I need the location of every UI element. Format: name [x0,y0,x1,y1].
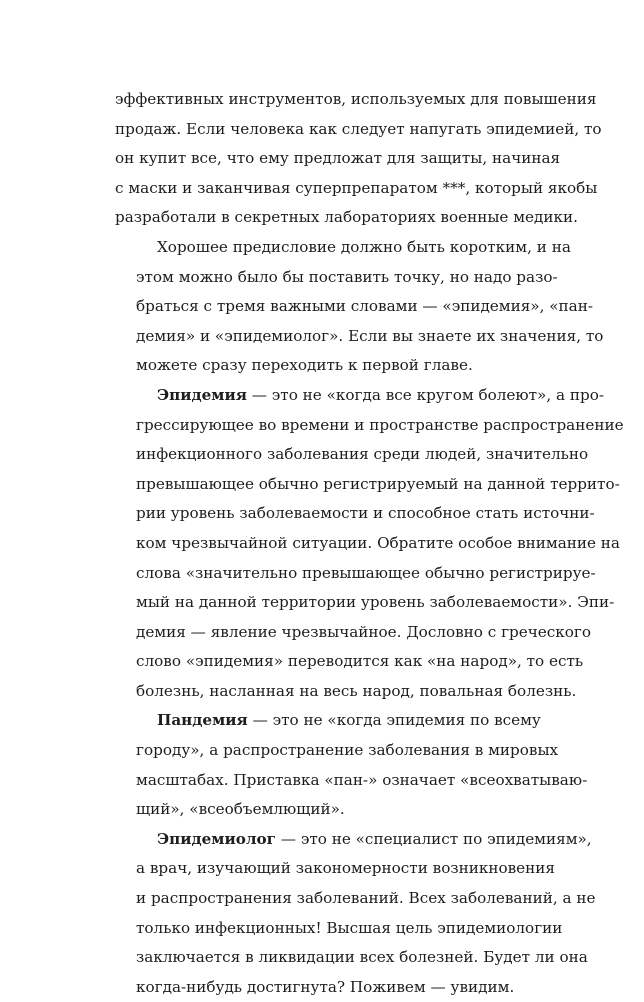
text-line [115,144,561,174]
text-line [115,914,563,944]
text-line [115,174,598,204]
line-text: масштабах. Приставка «пан-» означает «всеохватываю- [136,770,588,789]
line-text: Хорошее предисловие должно быть коротким, и на [157,237,571,256]
line-text: городу», а распространение заболевания в мировых [136,741,559,760]
paragraph [115,825,596,1002]
line-text: только инфекционных! Высшая цель эпидемиологии [136,918,563,937]
paragraph [115,85,602,233]
line-text: с маски и заканчивая суперпрепаратом ***, который якобы [115,178,598,197]
line-text: болезнь, насланная на весь народ, повальная болезнь. [136,681,577,700]
text-line [115,973,533,1002]
line-text: слово «эпидемия» переводится как «на народ», то есть [136,652,584,671]
text-line [115,559,596,589]
line-text: рии уровень заболеваемости и способное стать источни- [136,504,595,523]
text-line [115,440,589,470]
text-line [115,677,577,707]
line-text: превышающее обычно регистрируемый на данной террито- [136,474,620,493]
line-text: эффективных инструментов, используемых для повышения [115,90,597,108]
line-text: когда-нибудь достигнута? Поживем — увидим. [136,977,515,996]
text-line [115,736,559,766]
text-line [115,263,558,293]
text-line [115,618,592,648]
text-line [115,706,541,736]
line-text: ком чрезвычайной ситуации. Обратите особое внимание на [136,533,620,552]
line-text: слова «значительно превышающее обычно регистрируе- [136,563,596,582]
text-line [115,381,604,411]
line-text: заключается в ликвидации всех болезней. Будет ли она [136,948,588,967]
line-text: и распространения заболеваний. Всех заболеваний, а не [136,889,596,908]
text-line [115,351,533,381]
line-text: браться с тремя важными словами — «эпидемия», «пан- [136,297,593,316]
defined-term: Пандемия [157,711,248,730]
line-text: — это не «когда эпидемия по всему [247,711,541,730]
text-line [115,588,615,618]
text-line [115,854,555,884]
line-text: грессирующее во времени и пространстве распространение [136,415,624,434]
line-text: а врач, изучающий закономерности возникновения [136,859,555,878]
paragraph [115,706,588,824]
text-line [115,825,592,855]
text-line [115,943,588,973]
text-line [115,85,597,115]
text-line [115,470,620,500]
text-line [115,292,593,322]
line-text: продаж. Если человека как следует напугать эпидемией, то [115,119,602,138]
paragraph [115,381,624,707]
defined-term: Эпидемия [157,385,247,404]
text-line [115,884,596,914]
text-line [115,766,588,796]
line-text: — это не «специалист по эпидемиям», [275,829,592,848]
text-line [115,411,624,441]
text-line [115,203,578,233]
line-text: можете сразу переходить к первой главе. [136,356,473,375]
line-text: он купит все, что ему предложат для защиты, начиная [115,149,561,168]
line-text: щий», «всеобъемлющий». [136,800,345,819]
text-line [115,322,604,352]
page-text [115,85,624,1002]
line-text: — это не «когда все кругом болеют», а про- [246,385,604,404]
text-line [115,499,595,529]
paragraph [115,233,604,381]
line-text: инфекционного заболевания среди людей, значительно [136,445,589,464]
text-line [115,233,571,263]
text-line [115,647,584,677]
defined-term: Эпидемиолог [157,829,276,848]
line-text: разработали в секретных лабораториях военные медики. [115,208,578,227]
text-line [115,115,602,145]
line-text: этом можно было бы поставить точку, но надо разо- [136,267,558,286]
text-line [115,529,620,559]
line-text: демия» и «эпидемиолог». Если вы знаете их значения, то [136,326,604,345]
line-text: демия — явление чрезвычайное. Дословно с греческого [136,622,592,641]
text-line [115,795,533,825]
line-text: мый на данной территории уровень заболеваемости». Эпи- [136,593,615,612]
